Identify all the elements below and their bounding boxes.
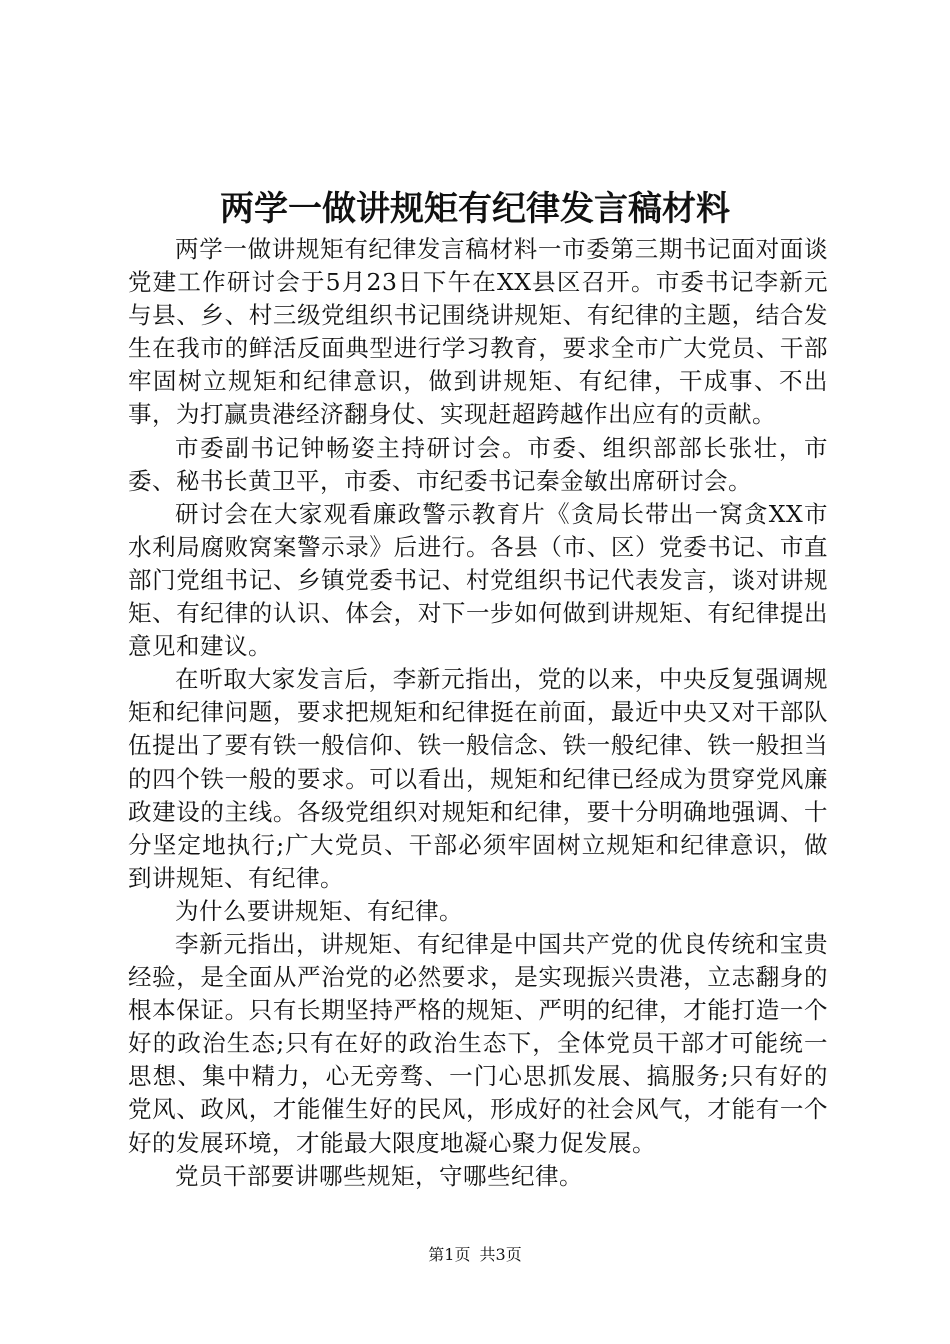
document-body bbox=[128, 233, 828, 1193]
paragraph: 在听取大家发言后，李新元指出，党的以来，中央反复强调规矩和纪律问题，要求把规矩和纪律挺在前面，最近中央又对干部队伍提出了要有铁一般信仰、铁一般信念、铁一般纪律、铁一般担当的四个铁一般的要求。可以看出，规矩和纪律已经成为贯穿党风廉政建设的主线。各级党组织对规矩和纪律，要十分明确地强调、十分坚定地执行;广大党员、干部必须牢固树立规矩和纪律意识，做到讲规矩、有纪律。 bbox=[128, 665, 828, 892]
paragraph: 研讨会在大家观看廉政警示教育片《贪局长带出一窝贪XX市水利局腐败窝案警示录》后进行。各县（市、区）党委书记、市直部门党组书记、乡镇党委书记、村党组织书记代表发言，谈对讲规矩、有纪律的认识、体会，对下一步如何做到讲规矩、有纪律提出意见和建议。 bbox=[128, 499, 828, 661]
paragraph: 党员干部要讲哪些规矩，守哪些纪律。 bbox=[175, 1161, 583, 1190]
paragraph: 两学一做讲规矩有纪律发言稿材料一市委第三期书记面对面谈党建工作研讨会于5月23日下午在XX县区召开。市委书记李新元与县、乡、村三级党组织书记围绕讲规矩、有纪律的主题，结合发生在我市的鲜活反面典型进行学习教育，要求全市广大党员、干部牢固树立规矩和纪律意识，做到讲规矩、有纪律，干成事、不出事，为打赢贵港经济翻身仗、实现赶超跨越作出应有的贡献。 bbox=[128, 235, 828, 429]
page-total: 共3页 bbox=[479, 1245, 522, 1264]
page-number-footer bbox=[0, 1244, 950, 1266]
page-title: 两学一做讲规矩有纪律发言稿材料 bbox=[220, 189, 730, 229]
page-current: 第1页 bbox=[428, 1245, 471, 1264]
paragraph: 市委副书记钟畅姿主持研讨会。市委、组织部部长张壮，市委、秘书长黄卫平，市委、市纪委书记秦金敏出席研讨会。 bbox=[128, 433, 828, 495]
paragraph: 为什么要讲规矩、有纪律。 bbox=[175, 896, 463, 925]
paragraph: 李新元指出，讲规矩、有纪律是中国共产党的优良传统和宝贵经验，是全面从严治党的必然要求，是实现振兴贵港，立志翻身的根本保证。只有长期坚持严格的规矩、严明的纪律，才能打造一个好的政治生态;只有在好的政治生态下，全体党员干部才可能统一思想、集中精力，心无旁骛、一门心思抓发展、搞服务;只有好的党风、政风，才能催生好的民风，形成好的社会风气，才能有一个好的发展环境，才能最大限度地凝心聚力促发展。 bbox=[128, 929, 828, 1157]
